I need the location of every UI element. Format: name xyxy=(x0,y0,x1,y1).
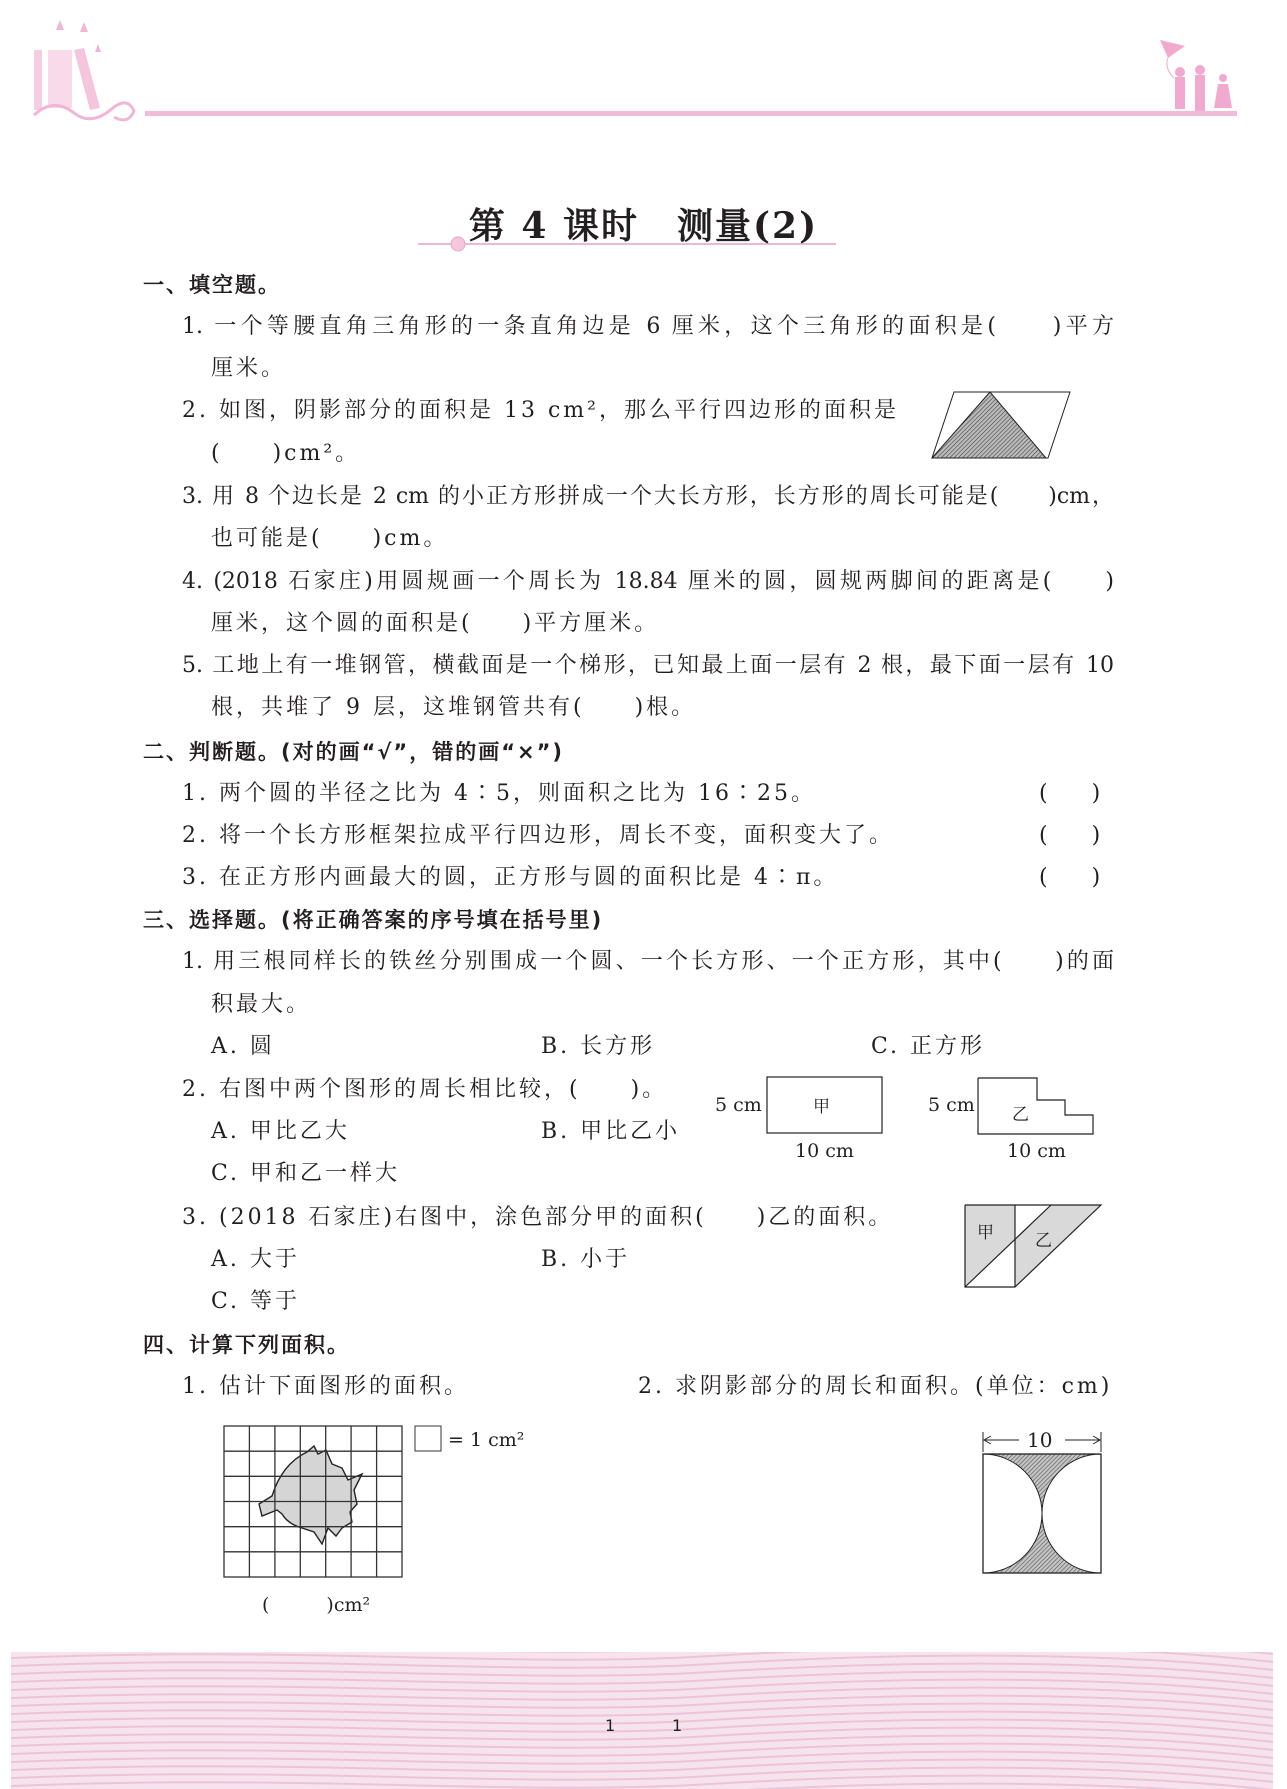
option-a: A. 大于 xyxy=(211,1247,300,1272)
question-line: 5. 工地上有一堆钢管，横截面是一个梯形，已知最上面一层有 2 根，最下面一层有 10 xyxy=(182,653,1114,678)
question-line: 积最大。 xyxy=(211,992,312,1017)
page-title: 第 4 课时 测量(2) xyxy=(468,205,819,247)
wave-pattern xyxy=(11,1652,1273,1789)
question-line: 1. 用三根同样长的铁丝分别围成一个圆、一个长方形、一个正方形，其中( )的面 xyxy=(182,949,1114,974)
question-line: 也可能是( )cm。 xyxy=(211,526,449,551)
section-heading-fill-blank: 一、填空题。 xyxy=(143,273,281,297)
leaf-grid-figure xyxy=(222,1424,446,1582)
option-b: B. 长方形 xyxy=(541,1034,656,1059)
question-line: ( )cm²。 xyxy=(211,441,361,466)
question-line: 2. 右图中两个图形的周长相比较，( )。 xyxy=(182,1077,668,1102)
page-number-digit: 1 xyxy=(672,1716,683,1735)
page-number-digit: 1 xyxy=(605,1716,616,1735)
judgment-item: 3. 在正方形内画最大的圆，正方形与圆的面积比是 4∶π。 xyxy=(182,865,839,890)
shape-b-label: 乙 xyxy=(1012,1105,1029,1125)
section-heading-multiple-choice: 三、选择题。(将正确答案的序号填在括号里) xyxy=(143,908,604,932)
question-line: 2. 如图，阴影部分的面积是 13 cm²，那么平行四边形的面积是 xyxy=(182,398,899,423)
judgment-item: 2. 将一个长方形框架拉成平行四边形，周长不变，面积变大了。 xyxy=(182,823,894,848)
area-answer-blank: ( )cm² xyxy=(262,1594,371,1616)
option-a: A. 甲比乙大 xyxy=(211,1119,350,1144)
height-label: 5 cm xyxy=(715,1094,762,1116)
question-line: 3. (2018 石家庄)右图中，涂色部分甲的面积( )乙的面积。 xyxy=(182,1205,894,1230)
question-line: 2. 求阴影部分的周长和面积。(单位：cm) xyxy=(638,1374,1113,1399)
shaded-area-figure xyxy=(960,1200,1106,1292)
shape-b-label: 乙 xyxy=(1035,1231,1052,1251)
question-line: 厘米。 xyxy=(211,356,287,381)
judgment-item: 1. 两个圆的半径之比为 4∶5，则面积之比为 16∶25。 xyxy=(182,781,816,806)
option-c: C. 甲和乙一样大 xyxy=(211,1161,401,1186)
section-heading-compute-area: 四、计算下列面积。 xyxy=(143,1333,350,1357)
question-line: 根，共堆了 9 层，这堆钢管共有( )根。 xyxy=(211,695,697,720)
question-line: 1. 估计下面图形的面积。 xyxy=(182,1374,469,1399)
option-c: C. 等于 xyxy=(211,1289,301,1314)
shape-a-label: 甲 xyxy=(813,1097,830,1117)
dimension-label: 10 xyxy=(1027,1428,1053,1452)
answer-parentheses: ( ) xyxy=(1039,823,1101,848)
height-label: 5 cm xyxy=(928,1094,975,1116)
option-b: B. 甲比乙小 xyxy=(541,1119,681,1144)
width-label: 10 cm xyxy=(795,1140,854,1162)
option-a: A. 圆 xyxy=(211,1034,275,1059)
question-line: 1. 一个等腰直角三角形的一条直角边是 6 厘米，这个三角形的面积是( )平方 xyxy=(182,314,1114,339)
question-line: 3. 用 8 个边长是 2 cm 的小正方形拼成一个大长方形，长方形的周长可能是( )cm， xyxy=(182,484,1114,509)
question-line: 厘米，这个圆的面积是( )平方厘米。 xyxy=(211,611,660,636)
answer-parentheses: ( ) xyxy=(1039,865,1101,890)
width-label: 10 cm xyxy=(1007,1140,1066,1162)
option-c: C. 正方形 xyxy=(871,1034,986,1059)
option-b: B. 小于 xyxy=(541,1247,631,1272)
footer-band xyxy=(11,1652,1273,1789)
answer-parentheses: ( ) xyxy=(1039,781,1101,806)
shape-a-label: 甲 xyxy=(977,1223,994,1243)
question-line: 4. (2018 石家庄)用圆规画一个周长为 18.84 厘米的圆，圆规两脚间的距离是( ) xyxy=(182,569,1114,594)
grid-legend-label: = 1 cm² xyxy=(448,1429,525,1451)
section-heading-true-false: 二、判断题。(对的画“√”，错的画“×”) xyxy=(143,740,565,764)
